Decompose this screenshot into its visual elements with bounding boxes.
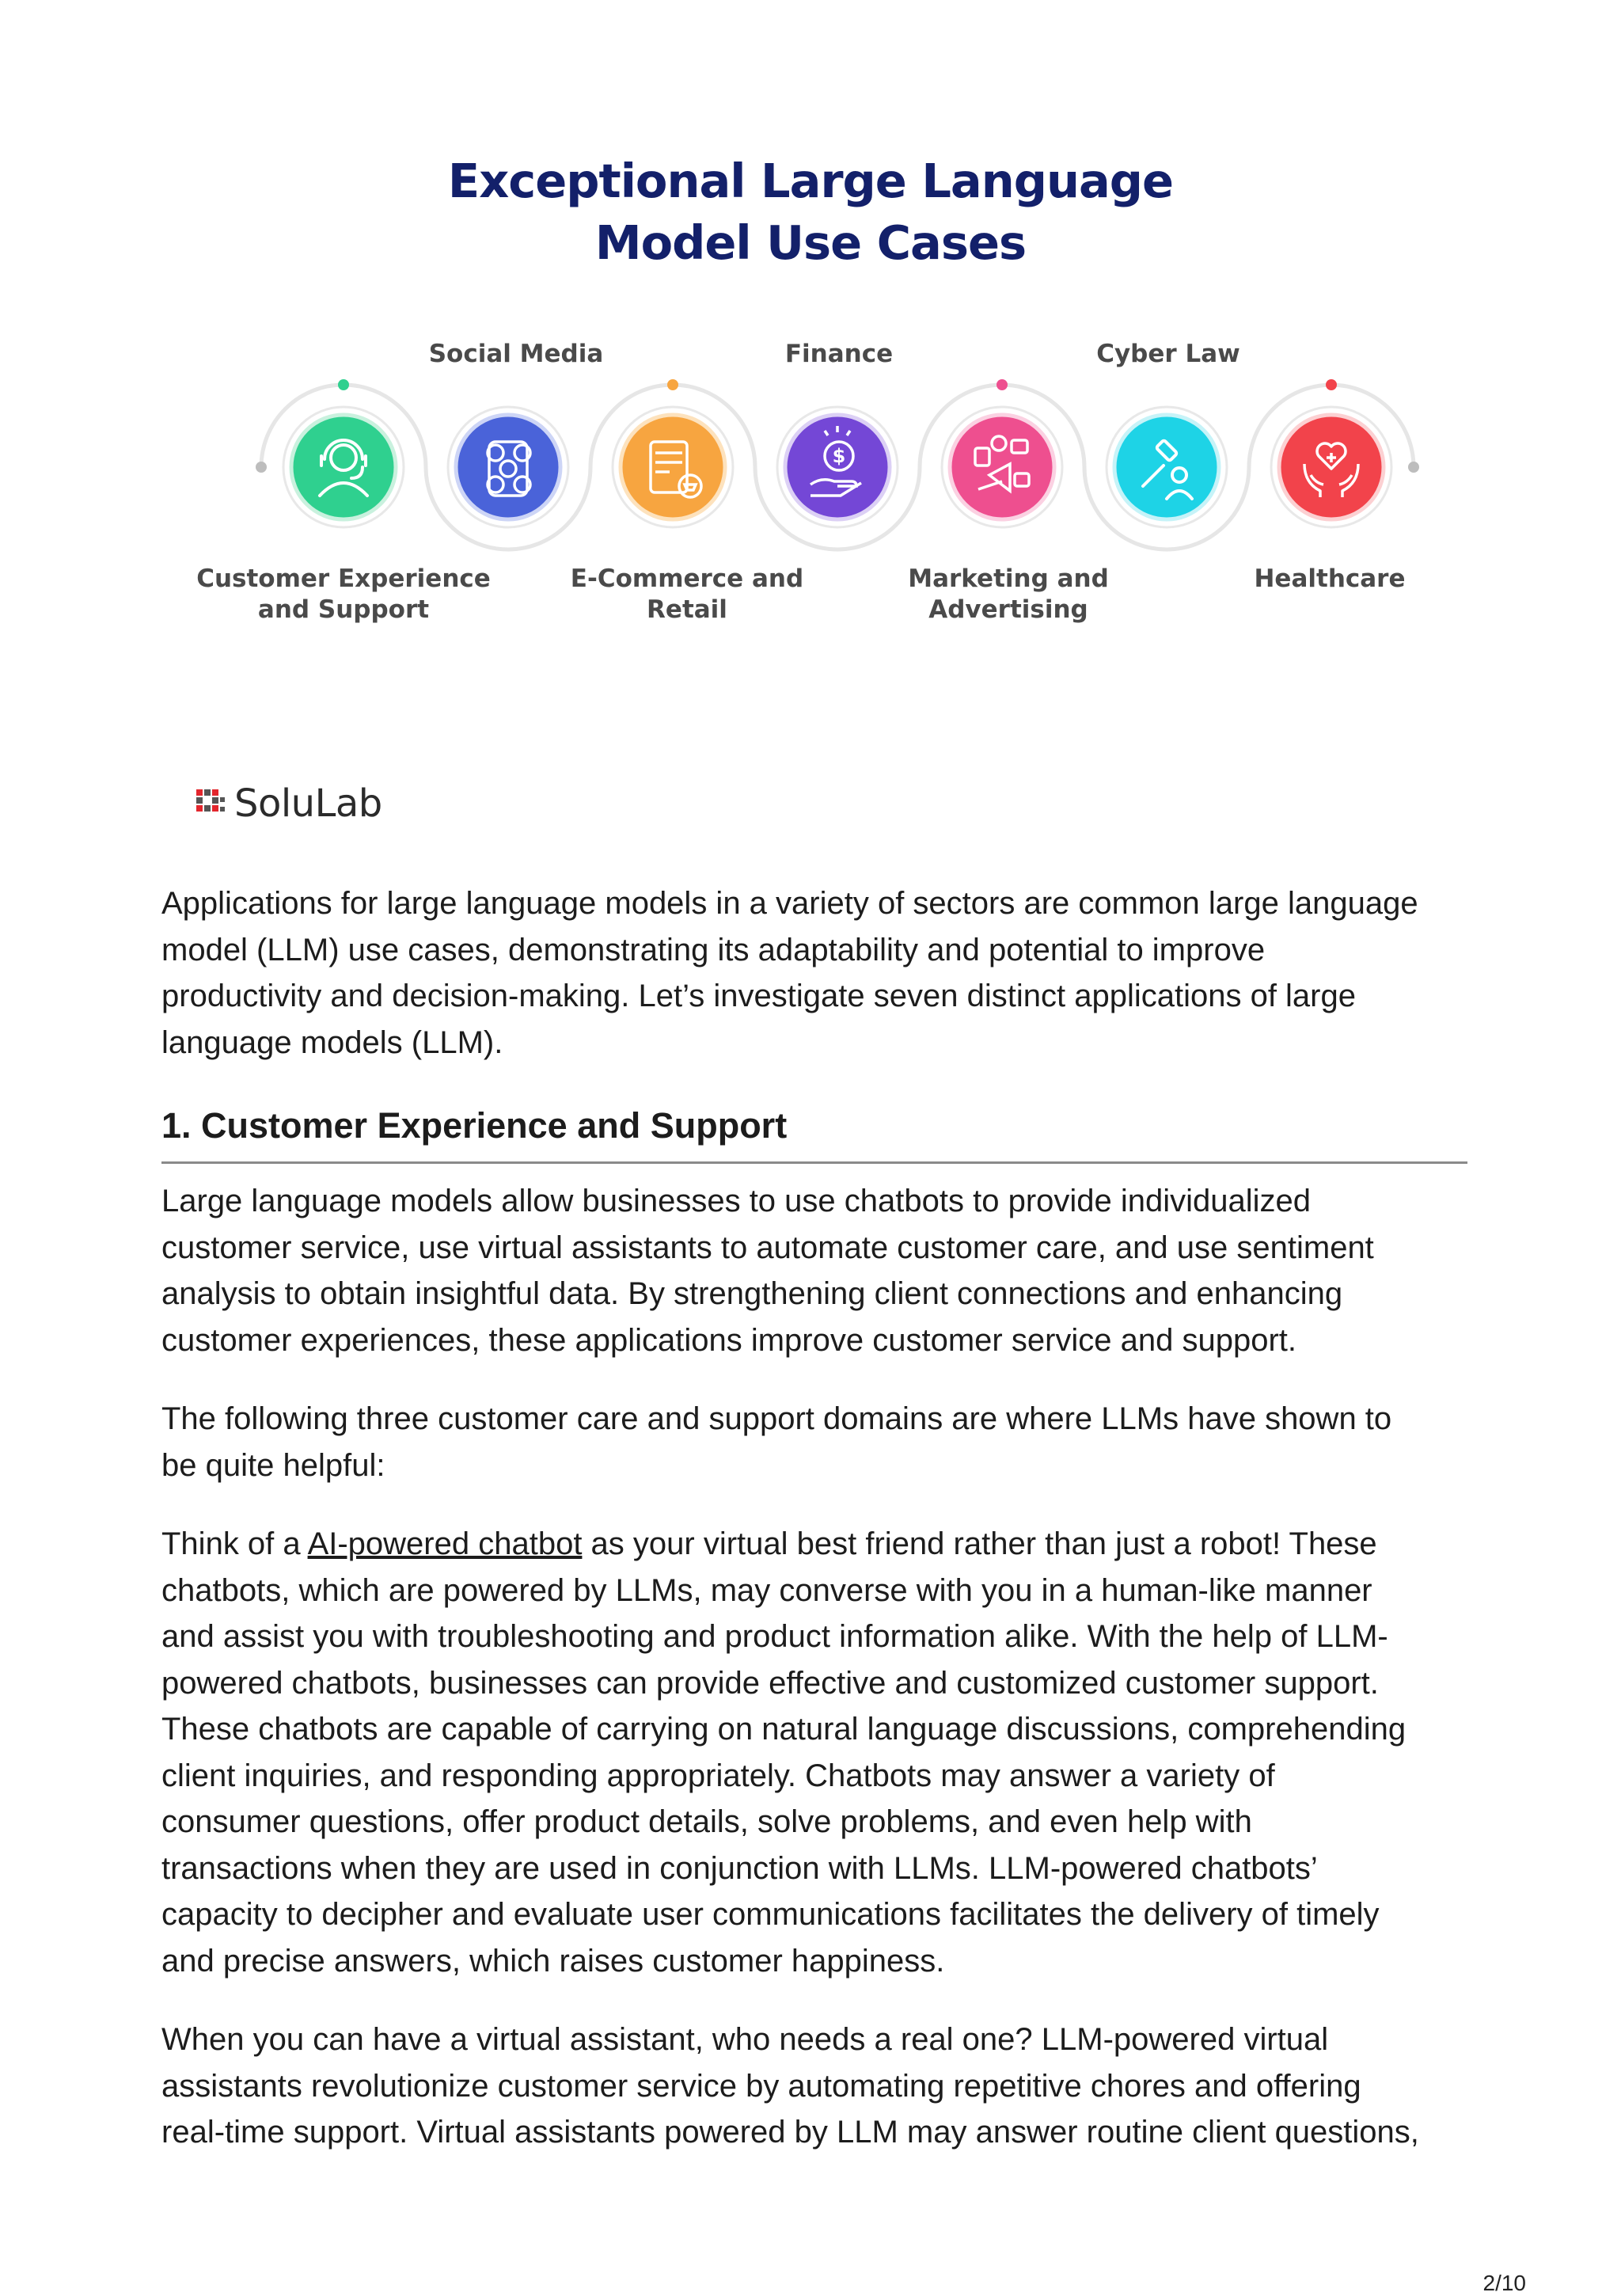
- solulab-logo-text: SoluLab: [234, 781, 382, 826]
- category-label-cyber-law: Cyber Law: [1096, 340, 1240, 368]
- paragraph-line: and assist you with troubleshooting and product information alike. With the help of LLM-: [161, 1619, 1388, 1654]
- solulab-logo-mark-icon: [195, 788, 226, 819]
- paragraph-line: customer experiences, these applications improve customer service and support.: [161, 1322, 1297, 1358]
- paragraph-line: transactions when they are used in conjunction with LLMs. LLM-powered chatbots’: [161, 1850, 1318, 1886]
- category-label-finance: Finance: [784, 340, 894, 368]
- svg-text:$: $: [832, 445, 846, 467]
- paragraph-line: client inquiries, and responding appropriately. Chatbots may answer a variety of: [161, 1758, 1275, 1793]
- paragraph-line: consumer questions, offer product details, solve problems, and even help with: [161, 1804, 1252, 1839]
- ai-powered-chatbot-link[interactable]: AI-powered chatbot: [307, 1526, 583, 1561]
- ecommerce-node: [613, 407, 733, 527]
- infographic-title-line-2: Model Use Cases: [594, 215, 1027, 270]
- paragraph-line: powered chatbots, businesses can provide effective and customized customer support.: [161, 1665, 1379, 1701]
- section-paragraph-4: [161, 2017, 1467, 2156]
- cyber-law-node: [1107, 407, 1227, 527]
- section-paragraph-1: [161, 1178, 1467, 1363]
- paragraph-line: chatbots, which are powered by LLMs, may converse with you in a human-like manner: [161, 1572, 1372, 1608]
- intro-paragraph: [161, 880, 1467, 1066]
- paragraph-line: capacity to decipher and evaluate user communications facilitates the delivery of timely: [161, 1897, 1380, 1932]
- arc-end-dot-right: [1408, 462, 1419, 473]
- paragraph-line: real-time support. Virtual assistants powered by LLM may answer routine client questions,: [161, 2115, 1419, 2150]
- finance-node: [777, 407, 898, 527]
- paragraph-line: The following three customer care and support domains are where LLMs have shown to: [161, 1401, 1392, 1436]
- section-paragraph-2: [161, 1396, 1467, 1488]
- paragraph-line: and precise answers, which raises customer happiness.: [161, 1943, 945, 1979]
- healthcare-node: [1271, 407, 1391, 527]
- solulab-logo: [195, 780, 382, 827]
- arc-accent-dot-marketing: [997, 379, 1008, 390]
- infographic-title-line-1: Exceptional Large Language: [447, 154, 1174, 208]
- category-label-customer-experience: Customer Experience and Support: [196, 564, 491, 624]
- section-heading: 1. Customer Experience and Support: [161, 1105, 788, 1146]
- paragraph-line: assistants revolutionize customer service by automating repetitive chores and offering: [161, 2068, 1361, 2104]
- category-label-healthcare: Healthcare: [1254, 564, 1406, 593]
- arc-end-dot-left: [256, 462, 267, 473]
- intro-line: productivity and decision-making. Let’s investigate seven distinct applications of large: [161, 979, 1356, 1013]
- intro-line: language models (LLM).: [161, 1024, 503, 1060]
- arc-accent-dot-ecommerce: [667, 379, 678, 390]
- page-number: 2/10: [1482, 2271, 1526, 2295]
- section-paragraph-3: [161, 1521, 1467, 1984]
- marketing-node: [942, 407, 1062, 527]
- social-media-node: [448, 407, 568, 527]
- paragraph-line: These chatbots are capable of carrying on natural language discussions, comprehending: [161, 1712, 1407, 1747]
- category-label-social-media: Social Media: [428, 340, 604, 368]
- category-label-marketing: Marketing and Advertising: [908, 564, 1109, 624]
- link-prefix-text: Think of a: [161, 1526, 308, 1561]
- paragraph-line: When you can have a virtual assistant, who needs a real one? LLM-powered virtual: [161, 2022, 1329, 2057]
- heading-divider: [161, 1161, 1467, 1164]
- arc-accent-dot-customer: [338, 379, 349, 390]
- arc-accent-dot-healthcare: [1326, 379, 1337, 390]
- paragraph-line: Large language models allow businesses to use chatbots to provide individualized: [161, 1184, 1312, 1218]
- link-suffix-text: as your virtual best friend rather than just a robot! These: [582, 1526, 1377, 1561]
- customer-support-node: [283, 407, 404, 527]
- paragraph-line: be quite helpful:: [161, 1447, 385, 1483]
- paragraph-line-with-link: [161, 1521, 1467, 1568]
- intro-line: model (LLM) use cases, demonstrating its adaptability and potential to improve: [161, 932, 1266, 967]
- paragraph-line: customer service, use virtual assistants to automate customer care, and use sentiment: [161, 1230, 1374, 1265]
- intro-line: Applications for large language models in a variety of sectors are common large language: [161, 886, 1418, 921]
- paragraph-line: analysis to obtain insightful data. By strengthening client connections and enhancing: [161, 1276, 1343, 1311]
- category-label-ecommerce: E-Commerce and Retail: [570, 564, 804, 624]
